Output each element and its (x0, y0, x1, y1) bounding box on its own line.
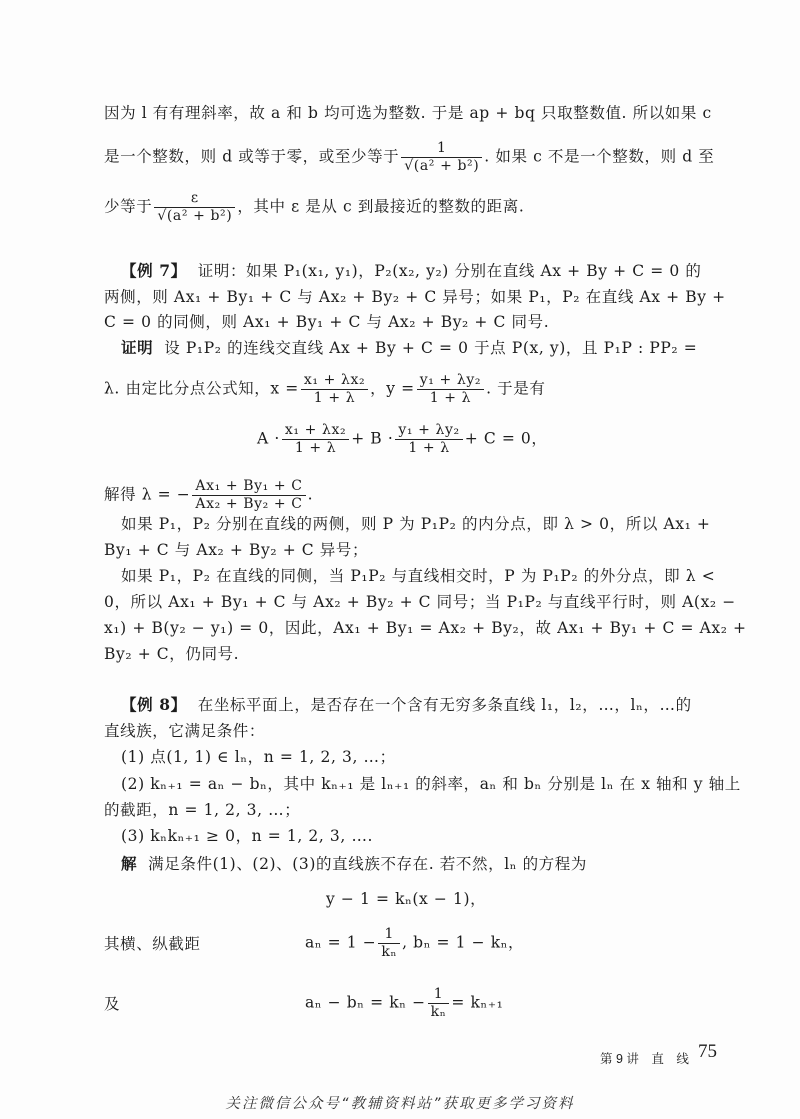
para-line: 如果 P₁，P₂ 分别在直线的两侧，则 P 为 P₁P₂ 的内分点，即 λ > 0，所以 Ax₁ + (121, 515, 711, 533)
example-label: 【例 8】 (121, 695, 187, 714)
handwritten-watermark: 关注微信公众号“教辅资料站”获取更多学习资料 (225, 1096, 575, 1112)
fraction (417, 372, 484, 407)
page-number: 75 (698, 1041, 717, 1062)
text-span: 设 P₁P₂ 的连线交直线 Ax + By + C = 0 于点 P(x, y)，且 P₁P : PP₂ = (164, 339, 698, 357)
para-line: 0，所以 Ax₁ + By₁ + C 与 Ax₂ + By₂ + C 同号；当 P₁P₂ 与直线平行时，则 A(x₂ − (104, 593, 736, 611)
fraction (378, 926, 400, 961)
text-span: aₙ − bₙ = kₙ − (305, 993, 426, 1012)
example-8-line1 (121, 695, 692, 715)
solution-label: 解 (121, 854, 138, 873)
text-span: . 如果 c 不是一个整数，则 d 至 (484, 147, 715, 166)
text-span: + B · (351, 429, 394, 448)
para-line: By₁ + C 与 Ax₂ + By₂ + C 异号； (104, 541, 369, 559)
text-span: 是一个整数，则 d 或等于零，或至少等于 (104, 147, 400, 166)
fraction (301, 372, 368, 407)
fraction-numerator: y₁ + λy₂ (398, 422, 460, 438)
fraction (192, 478, 305, 513)
text-span: 在坐标平面上，是否存在一个含有无穷多条直线 l₁，l₂，…，lₙ，…的 (197, 696, 692, 714)
proof-line1 (121, 338, 697, 358)
para-line (104, 140, 714, 175)
para-line: 两侧，则 Ax₁ + By₁ + C 与 Ax₂ + By₂ + C 异号；如果 P₁，P₂ 在直线 Ax + By + (104, 288, 726, 306)
text-span: 证明：如果 P₁(x₁, y₁)，P₂(x₂, y₂) 分别在直线 Ax + By + C = 0 的 (197, 262, 702, 280)
fraction-numerator: y₁ + λy₂ (419, 372, 482, 388)
para-line (104, 478, 313, 513)
fraction-numerator: x₁ + λx₂ (303, 372, 366, 388)
text-span: . (307, 485, 314, 504)
example-7-line1 (121, 261, 701, 281)
fraction (282, 422, 349, 457)
fraction-denominator: 1 + λ (301, 389, 368, 407)
para-line: 的截距，n = 1, 2, 3, …； (104, 801, 301, 819)
fraction-numerator: 1 (384, 926, 394, 942)
para-line: 直线族，它满足条件： (104, 722, 266, 740)
para-line (104, 372, 545, 407)
para-line (104, 190, 524, 225)
display-equation (305, 926, 524, 961)
text-span: . 于是有 (486, 379, 546, 398)
fraction-numerator: ε (190, 190, 199, 206)
condition-3: (3) kₙkₙ₊₁ ≥ 0，n = 1, 2, 3, …. (121, 827, 374, 845)
display-equation: y − 1 = kₙ(x − 1)， (326, 890, 487, 908)
fraction-denominator: 1 + λ (417, 389, 484, 407)
para-line: 如果 P₁，P₂ 在直线的同侧，当 P₁P₂ 与直线相交时，P 为 P₁P₂ 的外分点，即 λ < (121, 567, 716, 585)
fraction-denominator: kₙ (428, 1003, 450, 1021)
para-line: By₂ + C，仍同号. (104, 645, 240, 663)
text-span: + C = 0， (464, 429, 548, 448)
text-span: 满足条件(1)、(2)、(3)的直线族不存在. 若不然，lₙ 的方程为 (148, 855, 587, 873)
text-span: , bₙ = 1 − kₙ， (402, 933, 525, 952)
condition-1: (1) 点(1, 1) ∈ lₙ，n = 1, 2, 3, …； (121, 748, 396, 766)
fraction-denominator: √(a² + b²) (401, 157, 482, 175)
text-span: 少等于 (104, 197, 153, 216)
fraction-denominator: kₙ (378, 943, 400, 961)
para-line: C = 0 的同侧，则 Ax₁ + By₁ + C 与 Ax₂ + By₂ + C 同号. (104, 313, 550, 331)
fraction-denominator: √(a² + b²) (154, 207, 235, 225)
fraction-numerator: x₁ + λx₂ (284, 422, 347, 438)
text-span: = kₙ₊₁ (451, 993, 504, 1012)
text-span: A · (257, 429, 280, 448)
text-span: ，y = (370, 379, 415, 398)
text-span: λ. 由定比分点公式知，x = (104, 379, 299, 398)
text-span: aₙ = 1 − (305, 933, 377, 952)
example-label: 【例 7】 (121, 261, 187, 280)
fraction-denominator: 1 + λ (395, 439, 462, 457)
fraction (395, 422, 462, 457)
para-line: x₁) + B(y₂ − y₁) = 0，因此，Ax₁ + By₁ = Ax₂ + By₂，故 Ax₁ + By₁ + C = Ax₂ + (104, 619, 747, 637)
text-span: ，其中 ε 是从 c 到最接近的整数的距离. (237, 197, 525, 216)
fraction-denominator: Ax₂ + By₂ + C (192, 495, 305, 513)
fraction-numerator: 1 (437, 140, 447, 156)
display-equation (257, 422, 548, 457)
fraction (428, 986, 450, 1021)
fraction-numerator: 1 (433, 986, 444, 1002)
and-label: 及 (104, 995, 121, 1013)
solution-line1 (121, 854, 587, 874)
fraction (401, 140, 482, 175)
condition-2: (2) kₙ₊₁ = aₙ − bₙ，其中 kₙ₊₁ 是 lₙ₊₁ 的斜率，aₙ 和 bₙ 分别是 lₙ 在 x 轴和 y 轴上 (121, 775, 741, 793)
display-equation (305, 986, 503, 1021)
fraction-numerator: Ax₁ + By₁ + C (195, 478, 303, 494)
proof-label: 证明 (121, 338, 154, 357)
intercept-label: 其横、纵截距 (104, 935, 201, 953)
chapter-label: 第 9 讲 直 线 (600, 1052, 689, 1066)
fraction (154, 190, 235, 225)
fraction-denominator: 1 + λ (282, 439, 349, 457)
text-span: 解得 λ = − (104, 485, 191, 504)
para-line: 因为 l 有有理斜率，故 a 和 b 均可选为整数. 于是 ap + bq 只取整数值. 所以如果 c (104, 104, 712, 122)
